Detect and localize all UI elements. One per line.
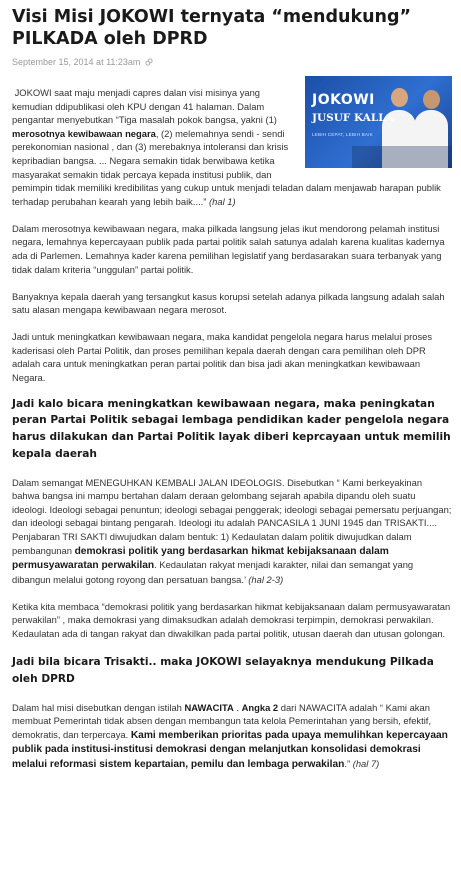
paragraph-nawacita: Dalam hal misi disebutkan dengan istilah NAWACITA . Angka 2 dari NAWACITA adalah “ Kami akan membuat Pemerintah tidak absen dengan membangun tata kelola Pemerintahan yang bersih, efektif, demokratis, dan terpercaya. Kami memberikan prioritas pada upaya memulihkan kepercayaan publik pada institusi-institusi demokrasi dengan melanjutkan konsolidasi demokrasi melalui reformasi sistem kepartaian, pemilu dan lembaga perwakilan.” (hal 7) bbox=[12, 701, 448, 770]
paragraph: Jadi untuk meningkatkan kewibawaan negara, maka kandidat pengelola negara harus melalui proses kaderisasi oleh Partai Politik, dan proses pemilihan kepala daerah dengan cara pemilihan oleh DPR adalah cara untuk meningkatkan peran partai politik dan bisa jadi akan meningkatkan kewibawaan Negara. bbox=[12, 331, 433, 383]
banner-shade bbox=[352, 146, 452, 168]
highlight-statement: Jadi kalo bicara meningkatkan kewibawaan negara, maka peningkatan peran Partai Politik sebagai lembaga pendidikan kader pengelola negara harus dilakukan dan Partai Politik layak diberi keprcayaan untuk memilih kepala daerah bbox=[12, 397, 451, 460]
banner-line2: JUSUF KALLA bbox=[312, 112, 394, 124]
paragraph: Dalam merosotnya kewibawaan negara, maka pilkada langsung jelas ikut mendorong pelamah institusi negara, lemahnya kepercayaan publik pada partai politik salah satunya adalah karena kualitas kadernya ada di Parlemen. Lemahnya kader karena pemilihan legislatif yang berdasarakan suara terbanyak yang tidak dalam kriteria “unggulan” partai politik. bbox=[12, 222, 445, 275]
banner-tagline: LEBIH CEPAT, LEBIH BAIK bbox=[312, 132, 373, 137]
link-icon[interactable] bbox=[145, 58, 153, 66]
post-meta bbox=[12, 57, 153, 67]
post-date[interactable]: September 15, 2014 at 11:23am bbox=[12, 57, 141, 67]
person-head-icon bbox=[423, 90, 440, 109]
paragraph-intro: JOKOWI saat maju menjadi capres dalan visi misinya yang kemudian ddipublikasi oleh KPU dengan 41 halaman. Dalam pengantar menyebutkan “Tiga masalah pokok bangsa, yakni (1) merosotnya kewibawaan negara, (2) melemahnya sendi - sendi perekonomian nasional , dan (3) merebaknya intoleransi dan krisis kepribadian bangsa. ... Negara semakin tidak berwibawa ketika masyarakat semakin tidak percaya kepada institusi publik, dan pemimpin tidak memiliki kredibilitas yang cukup untuk menjadi teladan dalam menjawab harapan publik terhadap perubahan kearah yang lebih baik....” (hal 1) bbox=[12, 87, 441, 207]
paragraph-ideology: Dalam semangat MENEGUHKAN KEMBALI JALAN IDEOLOGIS. Disebutkan “ Kami berkeyakinan bahwa bangsa ini mampu bertahan dalam deraan gelombang sejarah apabila dipandu oleh suatu ideologi. Ideologi sebagai penuntun; ideologi sebagai penggerak; ideologi sebagai pemersatu perjuangan; dan ideologi sebagai bintang pengarah. Ideologi itu adalah PANCASILA 1 JUNI 1945 dan TRISAKTI.... Penjabaran TRI SAKTI diwujudkan dalam bentuk: 1) Kedaulatan dalam politik diwujudkan dalam pembangunan demokrasi politik yang berdasarkan hikmat kebijaksanaan dalam permusyawaratan perwakilan. Kedaulatan rakyat menjadi karakter, nilai dan semangat yang dibangun melalui gotong royong dan persatuan bangsa.’ (hal 2-3) bbox=[12, 476, 452, 585]
highlight-statement: Jadi bila bicara Trisakti.. maka JOKOWI selayaknya mendukung Pilkada oleh DPRD bbox=[12, 655, 434, 685]
jokowi-jk-banner-image bbox=[305, 76, 452, 168]
paragraph: Ketika kita membaca “demokrasi politik yang berdasarkan hikmat kebijaksanaan dalam permusyawaratan perwakilan” , maka demokrasi yang dimaksudkan adalah demokrasi terpimpin, demokrasi perwakilan. Kedaulatan ada di tangan rakyat dan diwakilkan pada partai politik, utusan daerah dan utusan golongan. bbox=[12, 600, 451, 639]
article-title: Visi Misi JOKOWI ternyata “mendukung” PILKADA oleh DPRD bbox=[12, 7, 412, 49]
person-head-icon bbox=[391, 88, 408, 107]
banner-line1: JOKOWI bbox=[312, 92, 375, 108]
article-body bbox=[12, 74, 452, 785]
paragraph: Banyaknya kepala daerah yang tersangkut kasus korupsi setelah adanya pilkada langsung adalah salah satu alasan mengapa kewibawaan negara merosot. bbox=[12, 290, 445, 316]
